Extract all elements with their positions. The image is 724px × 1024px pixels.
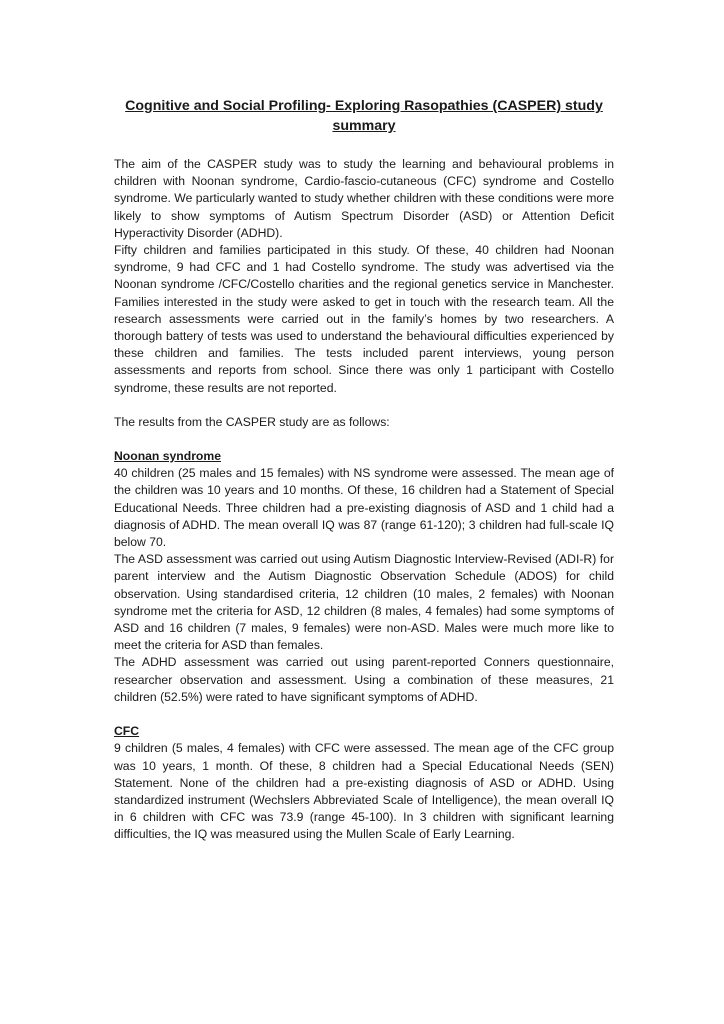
- noonan-paragraph-asd: The ASD assessment was carried out using Autism Diagnostic Interview-Revised (ADI-R) for parent interview and the Autism Diagnostic Observation Schedule (ADOS) for child observation. Using standardised criteria, 12 children (10 males, 2 females) with Noonan syndrome met the criteria for ASD, 12 children (8 males, 4 females) had some symptoms of ASD and 16 children (7 males, 9 females) were non-ASD. Males were much more like to meet the criteria for ASD than females.: [114, 552, 614, 653]
- intro-paragraph-results: The results from the CASPER study are as follows:: [114, 414, 390, 429]
- document-title: [124, 96, 604, 136]
- spacer: [114, 431, 614, 448]
- document-title-line-2: summary: [332, 118, 396, 134]
- cfc-paragraph-overview: 9 children (5 males, 4 females) with CFC were assessed. The mean age of the CFC group was 10 years, 1 month. Of these, 8 children had a Special Educational Needs (SEN) Statement. None of the children had a pre-existing diagnosis of ASD or ADHD. Using standardized instrument (Wechslers Abbreviated Scale of Intelligence), the mean overall IQ in 6 children with CFC was 73.9 (range 45-100). In 3 children with significant learning difficulties, the IQ was measured using the Mullen Scale of Early Learning.: [114, 741, 614, 842]
- noonan-paragraph-adhd: The ADHD assessment was carried out using parent-reported Conners questionnaire, researcher observation and assessment. Using a combination of these measures, 21 children (52.5%) were rated to have significant symptoms of ADHD.: [114, 655, 614, 704]
- noonan-paragraph-overview: 40 children (25 males and 15 females) with NS syndrome were assessed. The mean age of the children was 10 years and 10 months. Of these, 16 children had a Statement of Special Educational Needs. Three children had a pre-existing diagnosis of ASD and 1 child had a diagnosis of ADHD. The mean overall IQ was 87 (range 61-120); 3 children had full-scale IQ below 70.: [114, 466, 614, 550]
- intro-paragraph-participants: Fifty children and families participated in this study. Of these, 40 children had Noonan syndrome, 9 had CFC and 1 had Costello syndrome. The study was advertised via the Noonan syndrome /CFC/Costello charities and the regional genetics service in Manchester. Families interested in the study were asked to get in touch with the research team. All the research assessments were carried out in the family’s homes by two researchers. A thorough battery of tests was used to understand the behavioural difficulties experienced by these children and families. The tests included parent interviews, young person assessments and reports from school. Since there was only 1 participant with Costello syndrome, these results are not reported.: [114, 243, 614, 395]
- document-title-line-1: Cognitive and Social Profiling- Exploring Rasopathies (CASPER) study: [125, 98, 603, 114]
- spacer: [114, 397, 614, 414]
- section-heading-cfc: CFC: [114, 724, 140, 739]
- section-heading-noonan: Noonan syndrome: [114, 449, 221, 464]
- intro-paragraph-aim: The aim of the CASPER study was to study the learning and behavioural problems in children with Noonan syndrome, Cardio-fascio-cutaneous (CFC) syndrome and Costello syndrome. We particularly wanted to study whether children with these conditions were more likely to show symptoms of Autism Spectrum Disorder (ASD) or Attention Deficit Hyperactivity Disorder (ADHD).: [114, 157, 614, 240]
- spacer: [114, 706, 614, 723]
